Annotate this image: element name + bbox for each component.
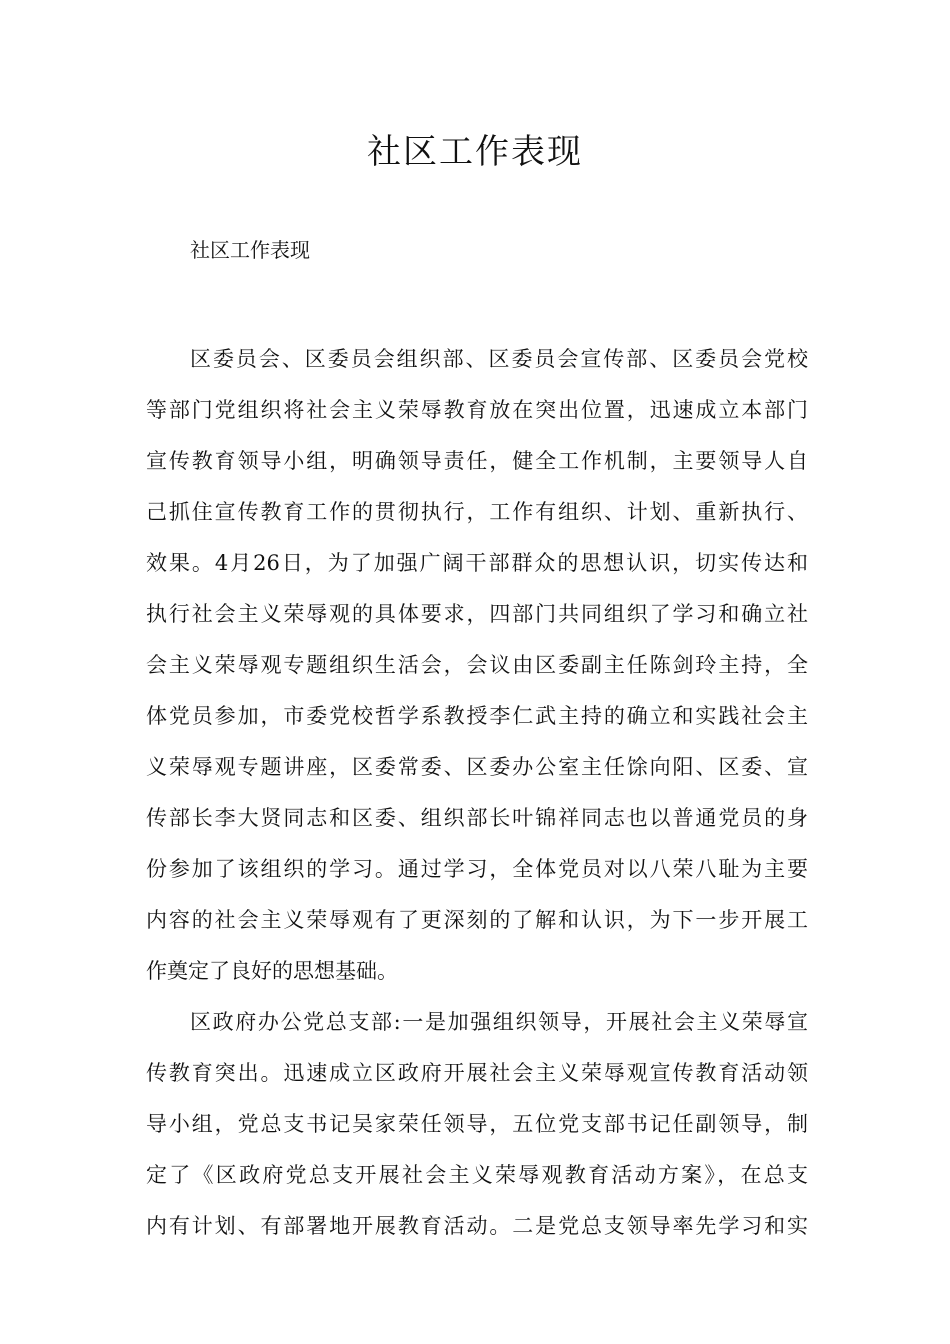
text-line: 体党员参加，市委党校哲学系教授李仁武主持的确立和实践社会主 bbox=[146, 704, 808, 728]
text-line: 执行社会主义荣辱观的具体要求，四部门共同组织了学习和确立社 bbox=[146, 602, 808, 626]
text-line: 定了《区政府党总支开展社会主义荣辱观教育活动方案》，在总支 bbox=[146, 1163, 808, 1187]
text-line: 义荣辱观专题讲座，区委常委、区委办公室主任馀向阳、区委、宣 bbox=[146, 755, 808, 779]
text-line: 内有计划、有部署地开展教育活动。二是党总支领导率先学习和实 bbox=[146, 1214, 808, 1238]
text-line: 内容的社会主义荣辱观有了更深刻的了解和认识，为下一步开展工 bbox=[146, 908, 808, 932]
text-line: 己抓住宣传教育工作的贯彻执行，工作有组织、计划、重新执行、 bbox=[146, 500, 808, 524]
text-line: 传部长李大贤同志和区委、组织部长叶锦祥同志也以普通党员的身 bbox=[146, 806, 808, 830]
text-line: 效果。4月26日，为了加强广阔干部群众的思想认识，切实传达和 bbox=[146, 551, 808, 575]
paragraph-1 bbox=[146, 334, 808, 997]
text-line: 份参加了该组织的学习。通过学习，全体党员对以八荣八耻为主要 bbox=[146, 857, 808, 881]
text-line: 等部门党组织将社会主义荣辱教育放在突出位置，迅速成立本部门 bbox=[146, 398, 808, 422]
text-line: 区政府办公党总支部:一是加强组织领导，开展社会主义荣辱宣 bbox=[190, 1010, 808, 1034]
text-line: 宣传教育领导小组，明确领导责任，健全工作机制，主要领导人自 bbox=[146, 449, 808, 473]
document-body bbox=[146, 334, 808, 1252]
document-title: 社区工作表现 bbox=[367, 132, 583, 172]
text-line: 导小组，党总支书记吴家荣任领导，五位党支部书记任副领导，制 bbox=[146, 1112, 808, 1136]
text-line: 传教育突出。迅速成立区政府开展社会主义荣辱观宣传教育活动领 bbox=[146, 1061, 808, 1085]
paragraph-2 bbox=[146, 997, 808, 1252]
text-line: 作奠定了良好的思想基础。 bbox=[146, 959, 398, 983]
document-subtitle: 社区工作表现 bbox=[190, 238, 310, 262]
text-line: 区委员会、区委员会组织部、区委员会宣传部、区委员会党校 bbox=[190, 347, 808, 371]
text-line: 会主义荣辱观专题组织生活会，会议由区委副主任陈剑玲主持，全 bbox=[146, 653, 808, 677]
